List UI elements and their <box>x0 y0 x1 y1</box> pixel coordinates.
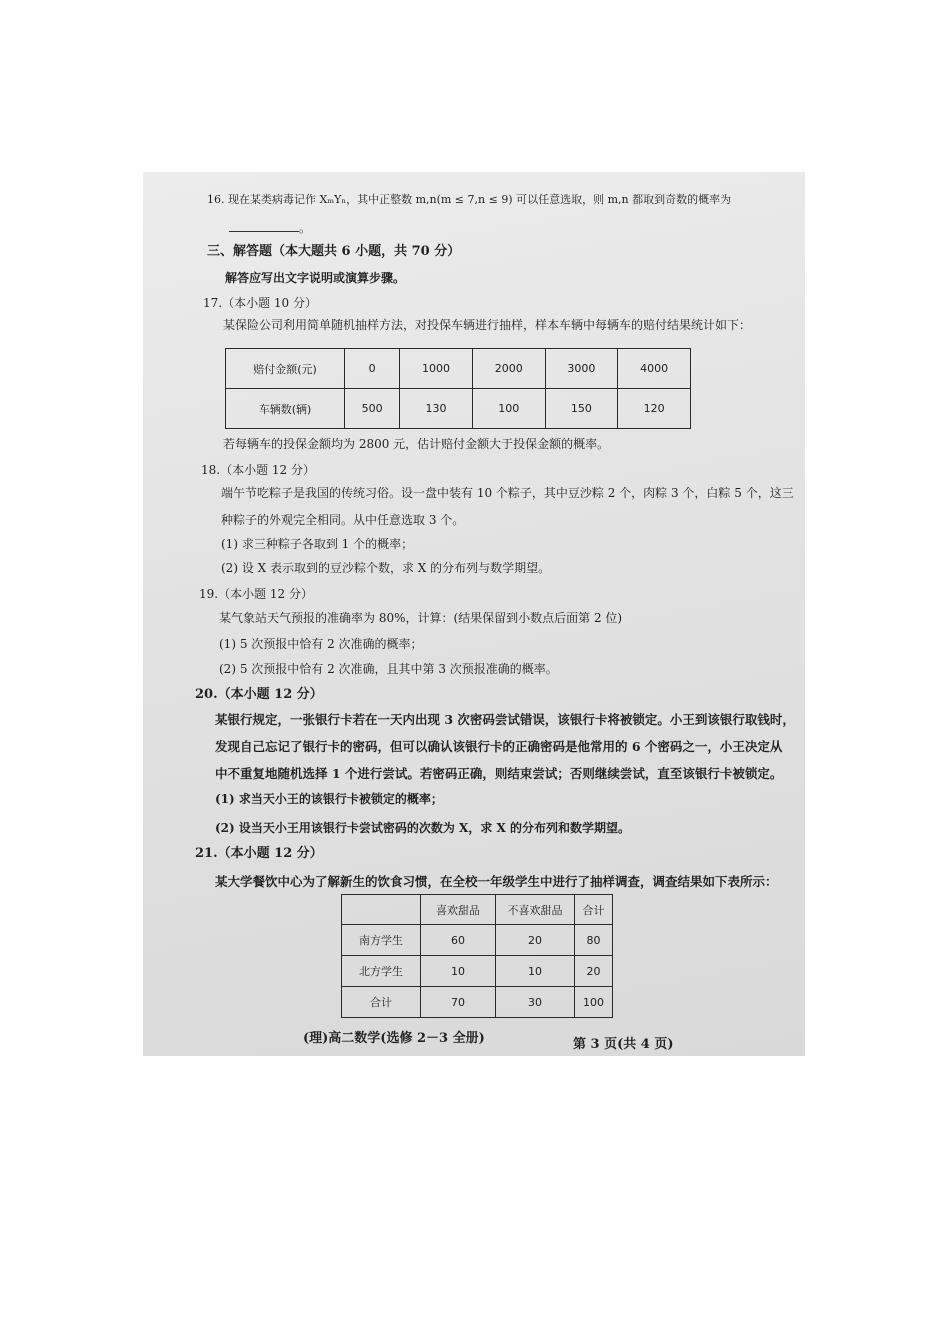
table-row <box>342 956 613 987</box>
q19-intro: 某气象站天气预报的准确率为 80%，计算：(结果保留到小数点后面第 2 位) <box>219 611 623 625</box>
q21-header: 21.（本小题 12 分） <box>195 846 323 861</box>
q18-part1: (1) 求三种粽子各取到 1 个的概率； <box>221 537 414 551</box>
q16-text: 16. 现在某类病毒记作 XₘYₙ，其中正整数 m,n(m ≤ 7,n ≤ 9) 可以任意选取，则 m,n 都取到奇数的概率为 <box>207 193 732 206</box>
q21-cell: 70 <box>421 987 496 1018</box>
q17-row1-cell: 3000 <box>545 349 618 389</box>
q21-cell: 10 <box>496 956 575 987</box>
q21-header-cell: 不喜欢甜品 <box>496 895 575 925</box>
q16-answer-line <box>229 220 311 236</box>
q17-row1-label: 赔付金额(元) <box>226 349 345 389</box>
q17-question: 若每辆车的投保金额均为 2800 元，估计赔付金额大于投保金额的概率。 <box>223 437 610 451</box>
q17-row2-cell: 120 <box>618 389 691 429</box>
q17-row2-cell: 150 <box>545 389 618 429</box>
q21-header-cell: 喜欢甜品 <box>421 895 496 925</box>
q17-row2-label: 车辆数(辆) <box>226 389 345 429</box>
q18-part2: (2) 设 X 表示取到的豆沙粽个数，求 X 的分布列与数学期望。 <box>221 561 551 575</box>
q21-cell: 20 <box>496 925 575 956</box>
q17-row1-cell: 1000 <box>400 349 473 389</box>
q19-part1: (1) 5 次预报中恰有 2 次准确的概率； <box>219 637 423 651</box>
q21-row-label: 南方学生 <box>342 925 421 956</box>
table-row <box>342 925 613 956</box>
q18-line2: 种粽子的外观完全相同。从中任意选取 3 个。 <box>221 513 465 527</box>
q20-header: 20.（本小题 12 分） <box>195 687 323 702</box>
q19-part2: (2) 5 次预报中恰有 2 次准确，且其中第 3 次预报准确的概率。 <box>219 662 558 676</box>
q21-row-label: 合计 <box>342 987 421 1018</box>
q16-tail: 。 <box>299 221 312 235</box>
q17-header: 17.（本小题 10 分） <box>203 296 317 310</box>
q17-intro: 某保险公司利用简单随机抽样方法，对投保车辆进行抽样，样本车辆中每辆车的赔付结果统计如下： <box>223 318 752 332</box>
q20-line2: 发现自己忘记了银行卡的密码，但可以确认该银行卡的正确密码是他常用的 6 个密码之一，小王决定从 <box>215 739 783 754</box>
q19-header: 19.（本小题 12 分） <box>199 587 313 601</box>
q21-header-cell: 合计 <box>575 895 613 925</box>
q17-row1-cell: 4000 <box>618 349 691 389</box>
q20-line1: 某银行规定，一张银行卡若在一天内出现 3 次密码尝试错误，该银行卡将被锁定。小王到该银行取钱时， <box>215 712 795 727</box>
q17-table <box>225 348 691 429</box>
exam-page-photo <box>143 172 805 1056</box>
q21-cell: 20 <box>575 956 613 987</box>
section3-note: 解答应写出文字说明或演算步骤。 <box>225 271 406 285</box>
q21-table <box>341 894 613 1018</box>
q21-cell: 10 <box>421 956 496 987</box>
footer-page-number: 第 3 页(共 4 页) <box>573 1037 674 1052</box>
q21-cell: 60 <box>421 925 496 956</box>
q21-table-header-row <box>342 895 613 925</box>
q17-table-row-count <box>226 389 691 429</box>
q16-blank <box>229 221 299 232</box>
q18-header: 18.（本小题 12 分） <box>201 463 315 477</box>
q17-row1-cell: 2000 <box>472 349 545 389</box>
q18-line1: 端午节吃粽子是我国的传统习俗。设一盘中装有 10 个粽子，其中豆沙粽 2 个，肉粽 3 个，白粽 5 个，这三 <box>221 486 794 500</box>
q21-cell: 80 <box>575 925 613 956</box>
q17-row2-cell: 130 <box>400 389 473 429</box>
q20-part1: (1) 求当天小王的该银行卡被锁定的概率； <box>215 792 443 806</box>
footer-subject: (理)高二数学(选修 2－3 全册) <box>303 1031 485 1046</box>
q20-line3: 中不重复地随机选择 1 个进行尝试。若密码正确，则结束尝试；否则继续尝试，直至该银行卡被锁定。 <box>215 766 783 781</box>
q17-row1-cell: 0 <box>345 349 400 389</box>
q21-header-cell <box>342 895 421 925</box>
q21-row-label: 北方学生 <box>342 956 421 987</box>
q17-table-row-amount <box>226 349 691 389</box>
q17-row2-cell: 500 <box>345 389 400 429</box>
table-row <box>342 987 613 1018</box>
q21-cell: 100 <box>575 987 613 1018</box>
q21-intro: 某大学餐饮中心为了解新生的饮食习惯，在全校一年级学生中进行了抽样调查，调查结果如下表所示： <box>215 874 778 889</box>
q17-row2-cell: 100 <box>472 389 545 429</box>
q20-part2: (2) 设当天小王用该银行卡尝试密码的次数为 X，求 X 的分布列和数学期望。 <box>215 821 631 835</box>
section3-title: 三、解答题（本大题共 6 小题，共 70 分） <box>207 244 461 259</box>
q21-cell: 30 <box>496 987 575 1018</box>
